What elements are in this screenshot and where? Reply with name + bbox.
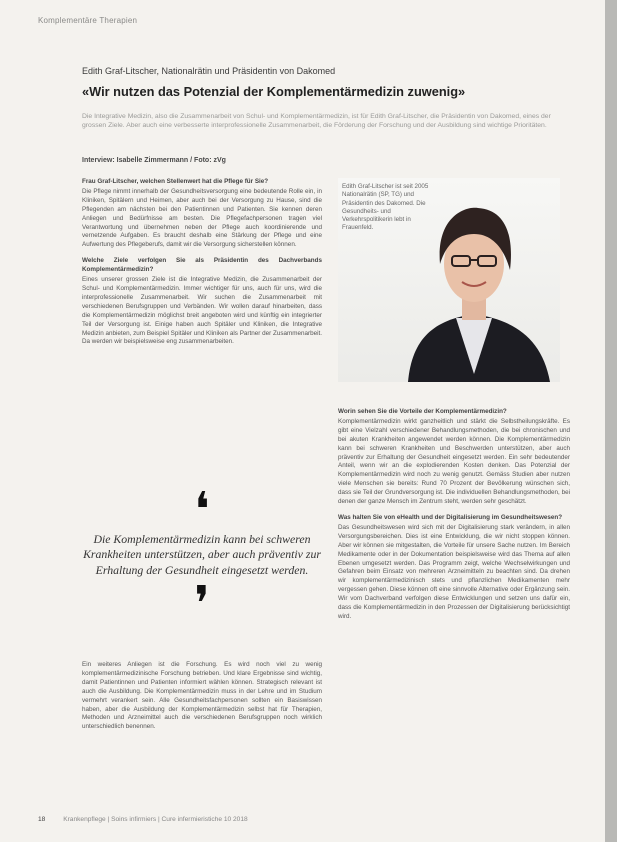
answer-forschung: Ein weiteres Anliegen ist die Forschung. Es wird noch viel zu wenig komplementärmedizinische Forschung betrieben. Und klare Ergebnisse sind wichtig, damit Patientinnen und Patienten informiert wählen können. Strategisch relevant ist auch die Ausbildung. Die Komplementärmedizin muss in der Lehre und im Studium vermehrt verankert sein. Alle Gesundheitsfachpersonen sollten ein Basiswissen haben, aber die Ausbildung der Komplementärmedizin selbst hat für Therapien, Methoden und Arzneimittel auch die verschiedenen Berufsgruppen noch wirklich unterschiedlich benennen. [82,661,322,731]
page-footer [38,816,248,823]
close-quote-icon: ❜ [194,576,210,633]
question-vorteile: Worin sehen Sie die Vorteile der Komplementärmedizin? [338,408,507,415]
interview-credit: Interview: Isabelle Zimmermann / Foto: zVg [82,157,226,164]
right-column [338,408,570,800]
question-ziele: Welche Ziele verfolgen Sie als Präsidentin des Dachverbands Komplementärmedizin? [82,257,322,274]
footer-publication: Krankenpflege | Soins infirmiers | Cure infermieristiche 10 2018 [63,816,248,823]
portrait-photo [338,178,560,382]
photo-caption: Edith Graf-Litscher ist seit 2005 Nationalrätin (SP, TG) und Präsidentin des Dakomed. Die Gesundheits- und Verkehrspolitikerin lebt in Frauenfeld. [342,183,429,232]
answer-ehealth: Das Gesundheitswesen wird sich mit der Digitalisierung stark verändern, in allen Versorgungsbereichen. Dies ist eine Entwicklung, die wir nicht stoppen können. Aber wir können sie mitgestalten, die Vorteile für unsere Sache nutzen. Im Bereich Medikamente oder in der Dokumentation beispielsweise wird das Thema auf allen Ebenen umgesetzt werden. Das Programm zeigt, welche Wechselwirkungen und Gefahren beim Einsatz von mehreren Arzneimitteln zu beachten sind. Da drehen wir komplementärmedizinisch stets und pflanzlichen Medikamenten mehr vergessen gehen. Diese können oft eine sinnvolle Alternative oder Ergänzung sein. Wir vom Dachverband verfolgen diese Entwicklungen und setzen uns dafür ein, dass die Komplementärmedizin in den Prozessen der Digitalisierung berücksichtigt wird. [338,523,570,620]
page-number: 18 [38,816,46,823]
question-ehealth: Was halten Sie von eHealth und der Digitalisierung im Gesundheitswesen? [338,513,563,521]
left-column-bottom [82,661,322,783]
left-column-top [82,178,322,485]
pull-quote-text: Die Komplementärmedizin kann bei schweren Krankheiten unterstützen, aber auch präventiv zur Erhaltung der Gesundheit eingesetzt werden. [83,532,321,577]
open-quote-icon: ❛ [194,482,210,538]
pull-quote [82,482,322,633]
answer-vorteile: Komplementärmedizin wirkt ganzheitlich und stärkt die Selbstheilungskräfte. Es gibt eine Vielzahl verschiedener Behandlungsmethoden, die bei chronischen und bei akuten Krankheiten angewendet werden können. Die Komplementärmedizin kann bei schweren Krankheiten und Beschwerden unterstützen, aber auch präventiv zur Erhaltung der Gesundheit eingesetzt werden. Ein sehr bedeutender Anteil, wenn wir an die explodierenden Kosten denken. Das Potenzial der Komplementärmedizin wird noch zu wenig genutzt. Gemäss Studien aber nutzen viele Menschen sie bereits: Rund 70 Prozent der Bevölkerung wünschen sich, dass sie Teil der Grundversorgung ist. Die individuellen Behandlungsmethoden, bei denen der ganze Mensch im Zentrum steht, werden sehr geschätzt. [338,417,570,506]
byline: Edith Graf-Litscher, Nationalrätin und Präsidentin von Dakomed [82,66,336,76]
headline: «Wir nutzen das Potenzial der Komplementärmedizin zuwenig» [82,84,466,99]
answer-ziele: Eines unserer grossen Ziele ist die Integrative Medizin, die Zusammenarbeit der Schul- und Komplementärmedizin. Immer wichtiger für uns, auch für uns, wird die interprofessionelle Zusammenarbeit. Wir suchen die Zusammenarbeit mit verschiedenen Berufsgruppen und Verbänden. Wir wollen darauf hinarbeiten, dass die Komplementärmedizin möglichst breit angeboten wird und künftig ein integrierter Teil der Versorgung ist. Einige haben auch Spitäler und Kliniken, die Integrative Medizin anbieten, zum Beispiel Spitäler und Kliniken als Partner der Zusammenarbeit. Da werden wir beispielsweise eng zusammenarbeiten. [82,276,322,346]
section-header: Komplementäre Therapien [38,16,138,25]
lead-paragraph: Die Integrative Medizin, also die Zusammenarbeit von Schul- und Komplementärmedizin, ist für Edith Graf-Litscher, die Präsidentin von Dakomed, eines der grossen Ziele. Aber auch eine verbesserte interprofessionelle Zusammenarbeit, die Förderung der Forschung und der Ausbildung sind wichtige Prioritäten. [82,113,551,129]
question-pflege: Frau Graf-Litscher, welchen Stellenwert hat die Pflege für Sie? [82,178,269,185]
answer-pflege: Die Pflege nimmt innerhalb der Gesundheitsversorgung eine bedeutende Rolle ein, in Kliniken, Spitälern und Heimen, aber auch bei der Versorgung zu Hause, sind die Pflegenden am nächsten bei den Patientinnen und Patienten. Sie kennen deren Anliegen und Bedürfnisse am besten. Die Pflegefachpersonen tragen viel Verantwortung und übernehmen neben der Pflege auch koordinierende und vernetzende Aufgaben. Es braucht deshalb eine Stärkung der Pflege und eine Aufwertung des Pflegeberufs, damit wir die Versorgung sicherstellen können. [82,187,322,249]
